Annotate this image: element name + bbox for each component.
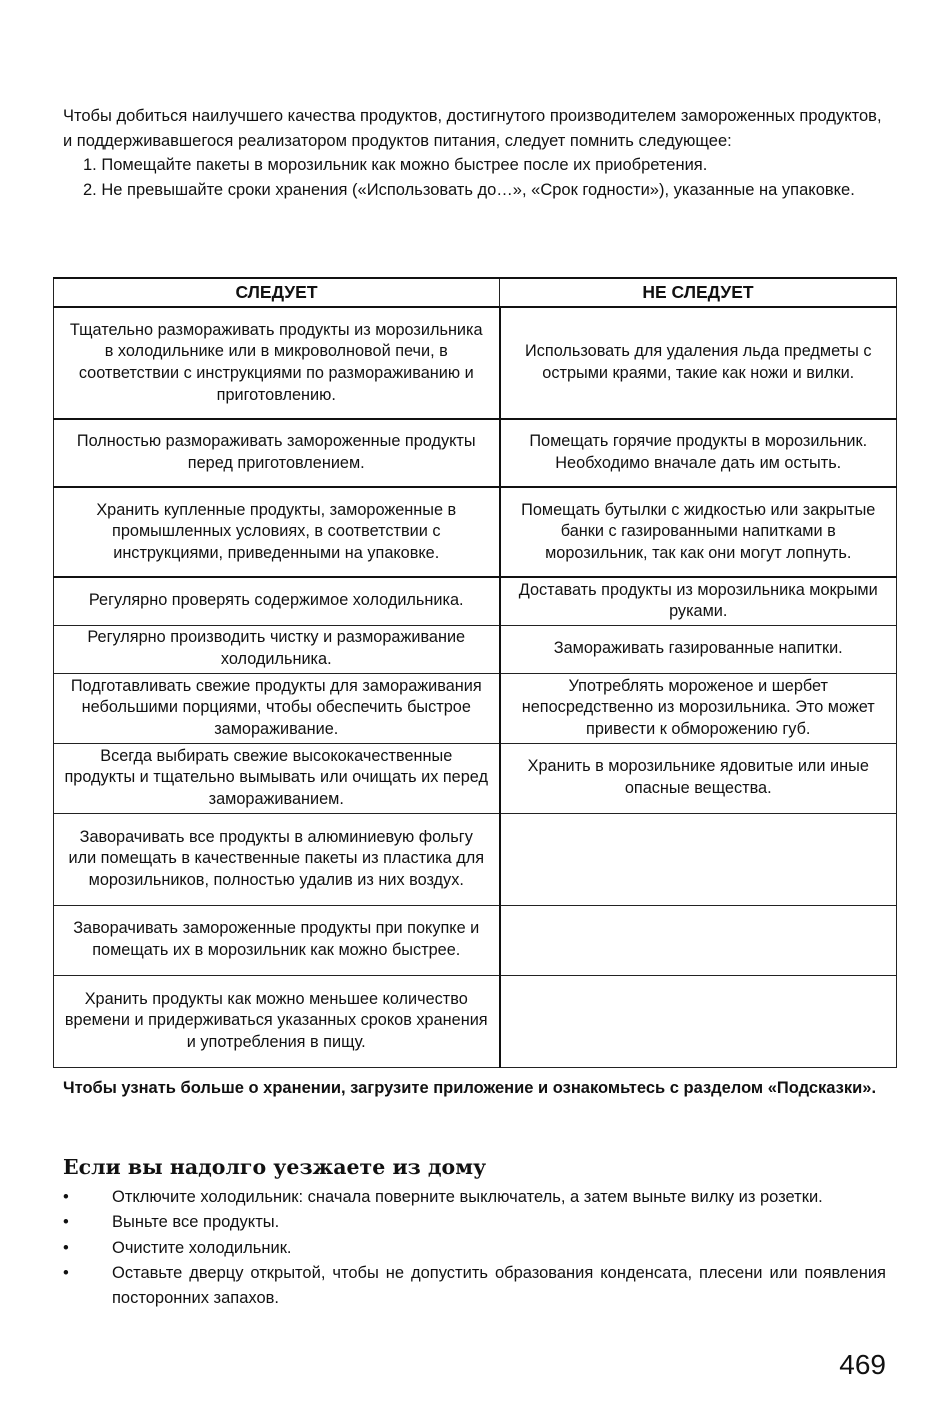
bullet-icon: • <box>63 1213 69 1232</box>
table-row <box>54 743 897 813</box>
table-row <box>54 975 897 1067</box>
bullet-icon: • <box>63 1188 69 1206</box>
section-title: Если вы надолго уезжаете из дому <box>63 1155 487 1179</box>
dont-cell: Употреблять мороженое и шербет непосредственно из морозильника. Это может привести к обморожению губ. <box>500 673 897 743</box>
dos-and-donts-table <box>53 277 897 1068</box>
do-cell: Заворачивать замороженные продукты при покупке и помещать их в морозильник как можно быстрее. <box>54 905 500 975</box>
do-cell: Тщательно размораживать продукты из морозильника в холодильнике или в микроволновой печи, в соответствии с инструкциями по размораживанию и приготовлению. <box>54 307 500 419</box>
table-row <box>54 487 897 577</box>
table-row <box>54 905 897 975</box>
intro-text <box>63 104 883 202</box>
page-number: 469 <box>839 1349 886 1380</box>
table-row <box>54 673 897 743</box>
list-item-text: Оставьте дверцу открытой, чтобы не допустить образования конденсата, плесени или появления посторонних запахов. <box>112 1263 886 1308</box>
do-cell: Регулярно производить чистку и размораживание холодильника. <box>54 625 500 673</box>
dont-cell: Доставать продукты из морозильника мокрыми руками. <box>500 577 897 625</box>
dont-cell: Помещать горячие продукты в морозильник. Необходимо вначале дать им остыть. <box>500 419 897 487</box>
do-cell: Подготавливать свежие продукты для замораживания небольшими порциями, чтобы обеспечить быстрое замораживание. <box>54 673 500 743</box>
dont-cell <box>500 905 897 975</box>
do-cell: Заворачивать все продукты в алюминиевую фольгу или помещать в качественные пакеты из пластика для морозильников, полностью удалив из них воздух. <box>54 813 500 905</box>
table-row <box>54 625 897 673</box>
do-cell: Хранить купленные продукты, замороженные в промышленных условиях, в соответствии с инструкциями, приведенными на упаковке. <box>54 487 500 577</box>
table-row <box>54 419 897 487</box>
do-cell: Всегда выбирать свежие высококачественные продукты и тщательно вымывать или очищать их перед замораживанием. <box>54 743 500 813</box>
list-item <box>63 1185 886 1210</box>
list-item <box>63 1261 886 1312</box>
list-item-text: Отключите холодильник: сначала поверните выключатель, а затем выньте вилку из розетки. <box>112 1188 823 1206</box>
list-item-text: Очистите холодильник. <box>112 1238 292 1257</box>
bullet-icon: • <box>63 1263 69 1282</box>
list-item <box>63 1210 886 1235</box>
table-header-row <box>54 278 897 307</box>
table-row <box>54 307 897 419</box>
intro-paragraph: Чтобы добиться наилучшего качества продуктов, достигнутого производителем замороженных продуктов, и поддерживавшегося реализатором продуктов питания, следует помнить следующее: <box>63 107 882 150</box>
list-item <box>63 1236 886 1261</box>
intro-point-1: 1. Помещайте пакеты в морозильник как можно быстрее после их приобретения. <box>83 156 708 174</box>
dont-cell: Хранить в морозильнике ядовитые или иные опасные вещества. <box>500 743 897 813</box>
away-checklist <box>63 1185 886 1311</box>
do-cell: Полностью размораживать замороженные продукты перед приготовлением. <box>54 419 500 487</box>
do-cell: Регулярно проверять содержимое холодильника. <box>54 577 500 625</box>
dont-cell: Использовать для удаления льда предметы с острыми краями, такие как ножи и вилки. <box>500 307 897 419</box>
table-row <box>54 577 897 625</box>
bullet-icon: • <box>63 1238 69 1257</box>
dont-cell: Помещать бутылки с жидкостью или закрытые банки с газированными напитками в морозильник, так как они могут лопнуть. <box>500 487 897 577</box>
storage-tip: Чтобы узнать больше о хранении, загрузите приложение и ознакомьтесь с разделом «Подсказки». <box>63 1079 877 1097</box>
intro-point-2: 2. Не превышайте сроки хранения («Использовать до…», «Срок годности»), указанные на упаковке. <box>83 180 855 199</box>
dont-cell: Замораживать газированные напитки. <box>500 625 897 673</box>
do-cell: Хранить продукты как можно меньшее количество времени и придерживаться указанных сроков хранения и употребления в пищу. <box>54 975 500 1067</box>
table-row <box>54 813 897 905</box>
dont-cell <box>500 813 897 905</box>
header-do: СЛЕДУЕТ <box>54 278 500 307</box>
dont-cell <box>500 975 897 1067</box>
list-item-text: Выньте все продукты. <box>112 1213 280 1232</box>
header-dont: НЕ СЛЕДУЕТ <box>500 278 897 307</box>
